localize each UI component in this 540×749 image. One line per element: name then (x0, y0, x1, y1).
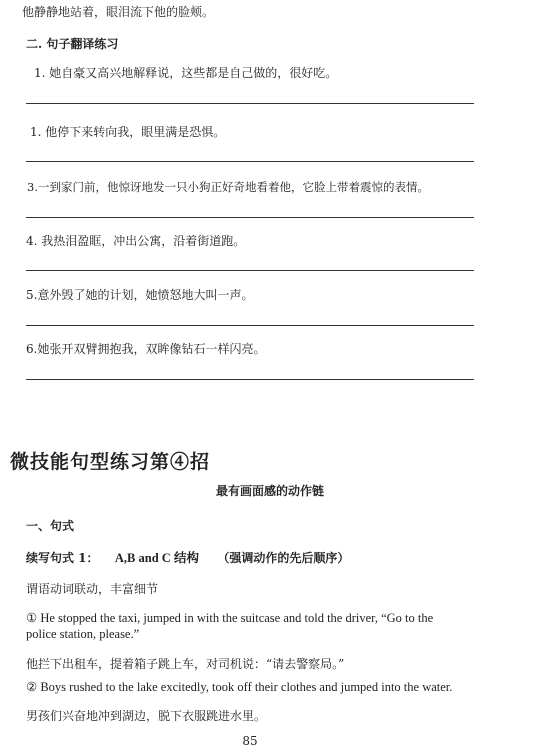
translation-item-5: 5.意外毁了她的计划，她愤怒地大叫一声。 (26, 288, 254, 302)
pattern-intro: 谓语动词联动，丰富细节 (26, 582, 159, 596)
pattern-label: 续写句式 1： (26, 551, 99, 565)
answer-line-3 (26, 217, 474, 218)
example-1-english-line-2: police station, please.” (26, 627, 140, 641)
example-2-chinese: 男孩们兴奋地冲到湖边，脱下衣服跳进水里。 (26, 709, 267, 723)
top-sentence: 他静静地站着，眼泪流下他的脸颊。 (22, 5, 215, 19)
pattern-note: （强调动作的先后顺序） (217, 551, 350, 565)
answer-line-4 (26, 270, 474, 271)
page-number: 85 (242, 734, 258, 748)
answer-line-1 (26, 103, 474, 104)
section-heading-pattern: 一、句式 (26, 519, 75, 533)
translation-item-1: 1. 她自豪又高兴地解释说，这些都是自己做的，很好吃。 (34, 66, 338, 80)
translation-item-4: 4. 我热泪盈眶，冲出公寓，沿着街道跑。 (26, 234, 246, 248)
answer-line-2 (26, 161, 474, 162)
example-1-english-line-1: ① He stopped the taxi, jumped in with the suitcase and told the driver, “Go to the (26, 611, 434, 625)
section-heading-translation: 二. 句子翻译练习 (26, 37, 119, 51)
chapter-title: 微技能句型练习第④招 (10, 451, 211, 473)
pattern-structure: A,B and C 结构 (114, 551, 199, 565)
translation-item-2: 1. 他停下来转向我，眼里满是恐惧。 (30, 125, 226, 139)
pattern-line (26, 550, 349, 566)
answer-line-5 (26, 325, 474, 326)
example-1-chinese: 他拦下出租车，提着箱子跳上车，对司机说：“请去警察局。” (26, 657, 345, 671)
chapter-subtitle: 最有画面感的动作链 (215, 484, 324, 498)
answer-line-6 (26, 379, 474, 380)
example-2-english: ② Boys rushed to the lake excitedly, took off their clothes and jumped into the water. (26, 680, 453, 694)
translation-item-6: 6.她张开双臂拥抱我，双眸像钻石一样闪亮。 (26, 342, 266, 356)
translation-item-3: 3.一到家门前，他惊讶地发一只小狗正好奇地看着他，它脸上带着震惊的表情。 (27, 180, 429, 194)
